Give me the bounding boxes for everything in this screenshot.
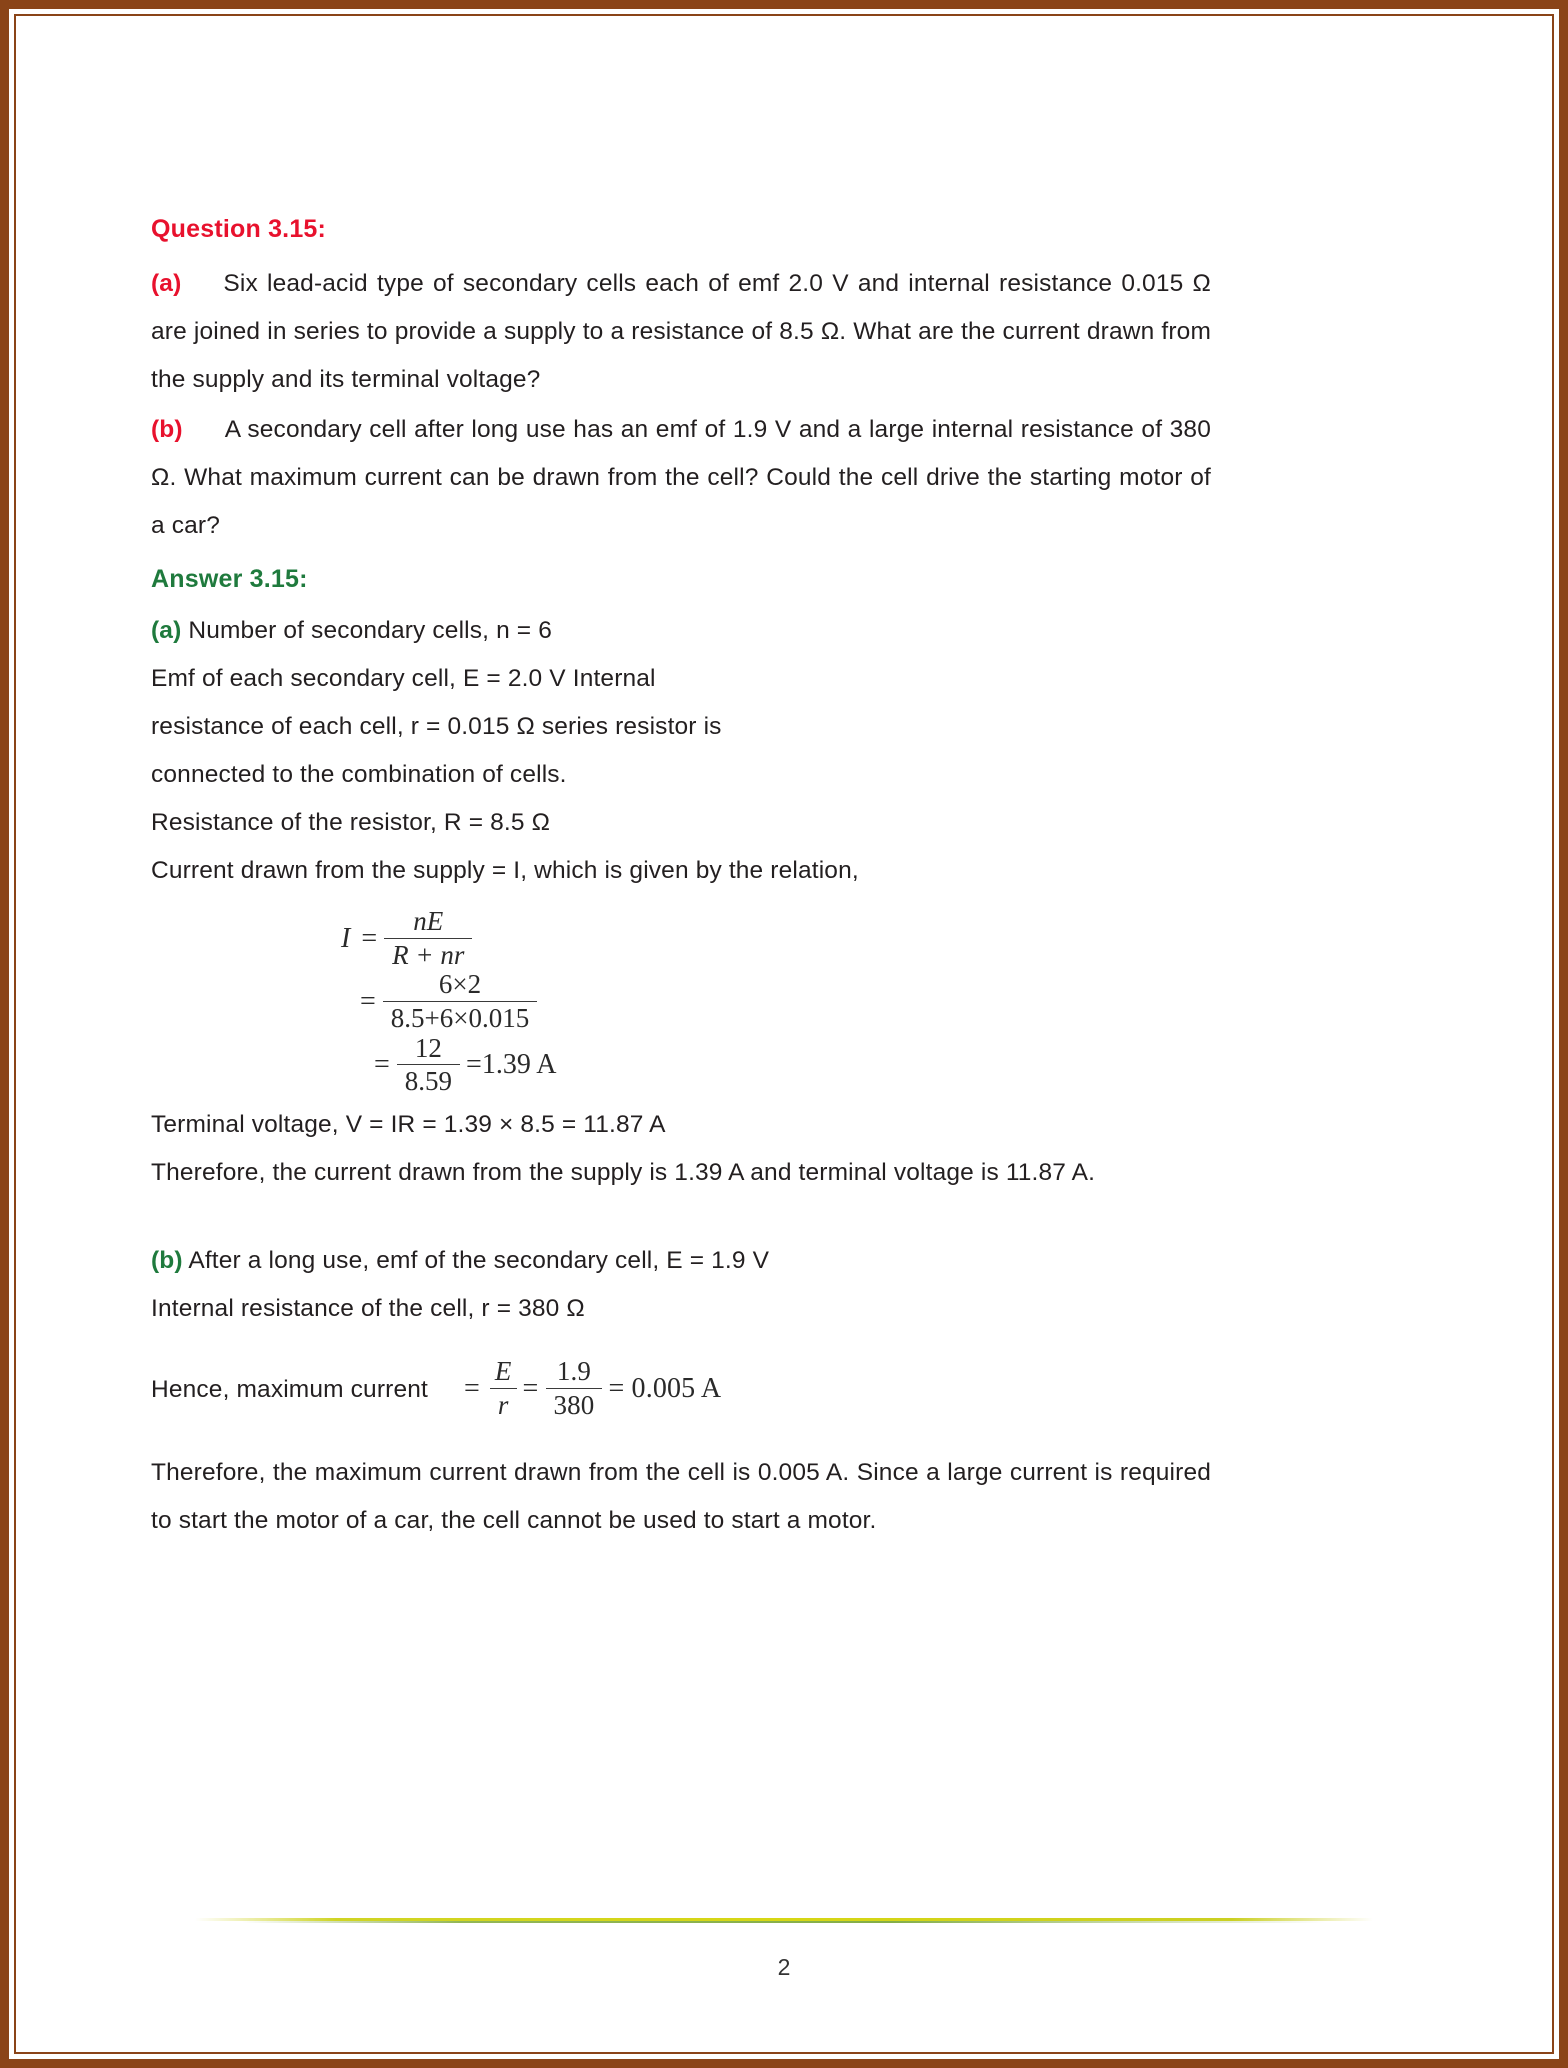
question-part-b-text: A secondary cell after long use has an emf of 1.9 V and a large internal resistance of 380 Ω. What maximum current can be drawn from the cell? Could the cell drive the starting motor of a car? [151,416,1211,539]
fraction-denominator: 8.5+6×0.015 [383,1001,537,1034]
answer-part-b-line-2: Internal resistance of the cell, r = 380 Ω [151,1295,585,1323]
answer-max-current-row [151,1356,1211,1422]
answer-part-a-line-6: Current drawn from the supply = I, which is given by the relation, [151,857,859,884]
answer-part-a-line-3: resistance of each cell, r = 0.015 Ω series resistor is [151,713,722,740]
question-part-a [151,260,1211,404]
question-part-b [151,406,1211,550]
answer-part-b-conclusion: Therefore, the maximum current drawn from the cell is 0.005 A. Since a large current is required to start the motor of a car, the cell cannot be used to start a motor. [151,1458,1211,1534]
fraction-denominator: r [490,1388,517,1421]
footer-decorative-rule [195,1917,1373,1925]
document-content [151,215,1211,1545]
answer-heading: Answer 3.15: [151,565,308,593]
equation-max-current: = $\frac{E}{r}$ = $\frac{1.9}{380}$ = 0.005 A [463,1356,722,1420]
fraction-ne-over-r-nr [384,907,472,970]
max-current-label: Hence, maximum current [151,1376,428,1404]
answer-terminal-voltage-line: Terminal voltage, V = IR = 1.39 × 8.5 = 11.87 A [151,1111,666,1139]
fraction-19-over-380 [546,1357,603,1420]
answer-part-a-text-1: Number of secondary cells, n = 6 [188,617,553,644]
answer-part-a-label: (a) [151,617,182,644]
fraction-numerator: 6×2 [438,969,482,1000]
answer-part-a-line-4: connected to the combination of cells. [151,761,567,788]
fraction-numerator: nE [413,906,444,936]
question-part-a-text: Six lead-acid type of secondary cells each of emf 2.0 V and internal resistance 0.015 Ω are joined in series to provide a supply to a resistance of 8.5 Ω. What are the current drawn from the supply and its terminal voltage? [151,270,1211,393]
answer-part-b-text-1: After a long use, emf of the secondary cell, E = 1.9 V [188,1247,770,1275]
question-heading: Question 3.15: [151,215,327,243]
fraction-denominator: R + nr [384,938,472,971]
answer-part-b-line-1 [151,1237,1211,1285]
fraction-e-over-r [487,1357,520,1420]
footer-rule-shadow [242,1921,1326,1923]
answer-part-a-line-2: Emf of each secondary cell, E = 2.0 V Internal [151,665,656,692]
answer-part-a-line-5: Resistance of the resistor, R = 8.5 Ω [151,809,551,836]
equation-line-2: = $\frac{6\times 2}{8.5+6\times 0.015}$ [341,970,1211,1033]
question-part-b-label: (b) [151,416,183,443]
answer-part-b-label: (b) [151,1247,183,1275]
fraction-12-over-859 [397,1034,460,1097]
page-surface [25,25,1543,2043]
equation-current-formula [151,907,1211,1097]
fraction-numerator: E [494,1356,512,1387]
equation-lhs-symbol: I [341,922,351,954]
equation-line-1: I = $\frac{nE}{R + nr}$ [341,907,1211,970]
fraction-denominator: 380 [546,1388,603,1421]
equation-line-3: = $\frac{12}{8.59}$ =1.39 A [374,1032,557,1097]
equation-result: =1.39 A [466,1049,557,1081]
question-part-a-label: (a) [151,270,182,297]
page-number: 2 [777,1954,791,1980]
fraction-numerator: 12 [414,1032,442,1063]
fraction-6x2-over-sum [383,970,537,1033]
answer-part-a-conclusion: Therefore, the current drawn from the supply is 1.39 A and terminal voltage is 11.87 A. [151,1159,1096,1187]
fraction-numerator: 1.9 [556,1356,592,1387]
answer-part-a-line-1 [151,607,1211,655]
fraction-denominator: 8.59 [397,1064,460,1097]
equation-result: = 0.005 A [608,1372,722,1404]
